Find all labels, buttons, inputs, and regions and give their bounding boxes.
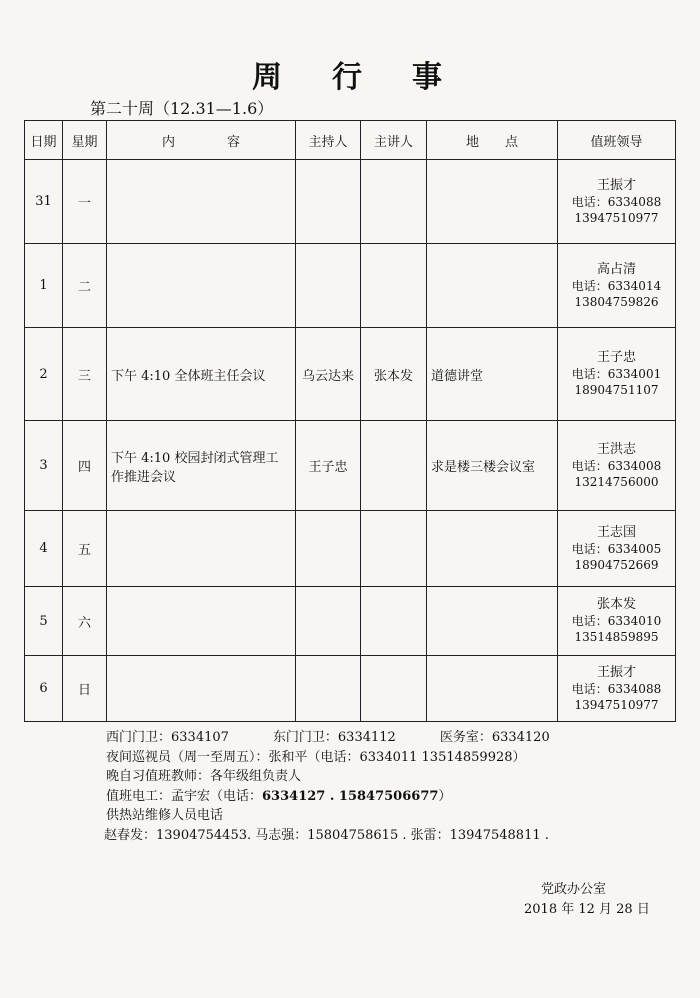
cell-weekday: 一	[63, 160, 107, 244]
leader-phone: 电话：6334088	[571, 681, 662, 696]
title-char: 事	[412, 60, 448, 95]
cell-weekday: 日	[63, 656, 107, 722]
cell-place	[427, 244, 558, 328]
evening-study-line: 晚自习值班教师：各年级组负责人	[106, 769, 302, 784]
cell-date: 31	[25, 160, 63, 244]
cell-place	[427, 656, 558, 722]
cell-host	[296, 244, 361, 328]
table-row	[25, 328, 676, 421]
cell-host	[296, 160, 361, 244]
west-gate-phone: 西门门卫：6334107	[106, 730, 229, 745]
electrician-suffix: ）	[438, 788, 452, 804]
contact-info	[106, 728, 550, 845]
cell-leader	[558, 244, 676, 328]
leader-phone: 电话：6334014	[571, 278, 662, 293]
heating-contacts: 赵春发：13904754453. 马志强：15804758615 . 张雷：13947548811 .	[104, 827, 549, 843]
cell-speaker	[361, 511, 427, 587]
office-name: 党政办公室	[541, 882, 607, 897]
cell-place	[427, 587, 558, 656]
table-row	[25, 244, 676, 328]
leader-name: 王洪志	[596, 441, 636, 457]
cell-host	[296, 587, 361, 656]
cell-date: 5	[25, 587, 63, 656]
cell-date: 6	[25, 656, 63, 722]
table-row	[25, 656, 676, 722]
cell-host: 乌云达来	[296, 328, 361, 421]
leader-name: 王振才	[596, 664, 636, 680]
table-row	[25, 160, 676, 244]
cell-content	[107, 656, 296, 722]
cell-content	[107, 587, 296, 656]
signoff-date: 2018 年 12 月 28 日	[524, 902, 650, 917]
cell-weekday: 五	[63, 511, 107, 587]
gate-phones-line	[106, 728, 550, 748]
electrician-line	[106, 787, 550, 807]
leader-name: 张本发	[596, 597, 636, 612]
cell-speaker	[361, 587, 427, 656]
leader-name: 王振才	[596, 177, 636, 193]
cell-speaker	[361, 656, 427, 722]
east-gate-phone: 东门门卫：6334112	[272, 730, 396, 745]
header-date: 日期	[25, 121, 63, 160]
cell-host	[296, 511, 361, 587]
cell-leader	[558, 421, 676, 511]
cell-content: 下午 4:10 全体班主任会议	[107, 328, 296, 421]
leader-mobile: 18904752669	[574, 557, 659, 572]
leader-phone: 电话：6334001	[571, 367, 662, 381]
header-content: 内 容	[107, 121, 296, 160]
leader-phone: 电话：6334008	[571, 458, 662, 473]
cell-speaker	[361, 160, 427, 244]
cell-place	[427, 511, 558, 587]
leader-mobile: 13214756000	[574, 474, 659, 489]
cell-speaker: 张本发	[361, 328, 427, 421]
cell-content	[107, 244, 296, 328]
table-row	[25, 511, 676, 587]
cell-weekday: 二	[63, 244, 107, 328]
title-char: 周	[252, 60, 288, 95]
leader-mobile: 13947510977	[574, 210, 659, 225]
cell-place: 道德讲堂	[427, 328, 558, 421]
header-leader: 值班领导	[558, 121, 676, 160]
cell-content: 下午 4:10 校园封闭式管理工作推进会议	[107, 421, 296, 511]
cell-speaker	[361, 421, 427, 511]
header-speaker: 主讲人	[361, 121, 427, 160]
clinic-phone: 医务室：6334120	[439, 730, 550, 745]
cell-host	[296, 656, 361, 722]
cell-leader	[558, 328, 676, 421]
table-row	[25, 421, 676, 511]
electrician-numbers: 6334127 . 15847506677	[262, 788, 439, 804]
cell-date: 2	[25, 328, 63, 421]
cell-date: 3	[25, 421, 63, 511]
header-place: 地 点	[427, 121, 558, 160]
table-row	[25, 587, 676, 656]
cell-speaker	[361, 244, 427, 328]
header-weekday: 星期	[63, 121, 107, 160]
document-title	[0, 52, 700, 96]
table-header-row	[25, 121, 676, 160]
leader-name: 王志国	[596, 524, 636, 540]
title-char: 行	[332, 60, 368, 95]
cell-leader	[558, 587, 676, 656]
cell-date: 1	[25, 244, 63, 328]
cell-content	[107, 160, 296, 244]
leader-name: 王子忠	[596, 350, 636, 365]
cell-place: 求是楼三楼会议室	[427, 421, 558, 511]
cell-leader	[558, 160, 676, 244]
cell-leader	[558, 511, 676, 587]
cell-place	[427, 160, 558, 244]
night-patrol-line: 夜间巡视员（周一至周五）：张和平（电话：6334011 13514859928）	[106, 749, 526, 765]
leader-mobile: 13514859895	[574, 630, 659, 644]
leader-phone: 电话：6334010	[571, 614, 662, 628]
cell-weekday: 六	[63, 587, 107, 656]
leader-mobile: 13804759826	[574, 294, 659, 309]
schedule-table	[24, 120, 676, 722]
heating-title: 供热站维修人员电话	[106, 808, 224, 823]
electrician-prefix: 值班电工：孟宇宏（电话：	[106, 788, 263, 804]
leader-name: 高占清	[596, 261, 636, 277]
leader-phone: 电话：6334088	[571, 194, 662, 209]
cell-content	[107, 511, 296, 587]
cell-date: 4	[25, 511, 63, 587]
leader-mobile: 13947510977	[574, 697, 659, 712]
leader-phone: 电话：6334005	[571, 541, 662, 556]
header-host: 主持人	[296, 121, 361, 160]
cell-weekday: 四	[63, 421, 107, 511]
cell-weekday: 三	[63, 328, 107, 421]
cell-host: 王子忠	[296, 421, 361, 511]
cell-leader	[558, 656, 676, 722]
week-label: 第二十周（12.31—1.6）	[90, 99, 274, 118]
leader-mobile: 18904751107	[574, 383, 659, 397]
